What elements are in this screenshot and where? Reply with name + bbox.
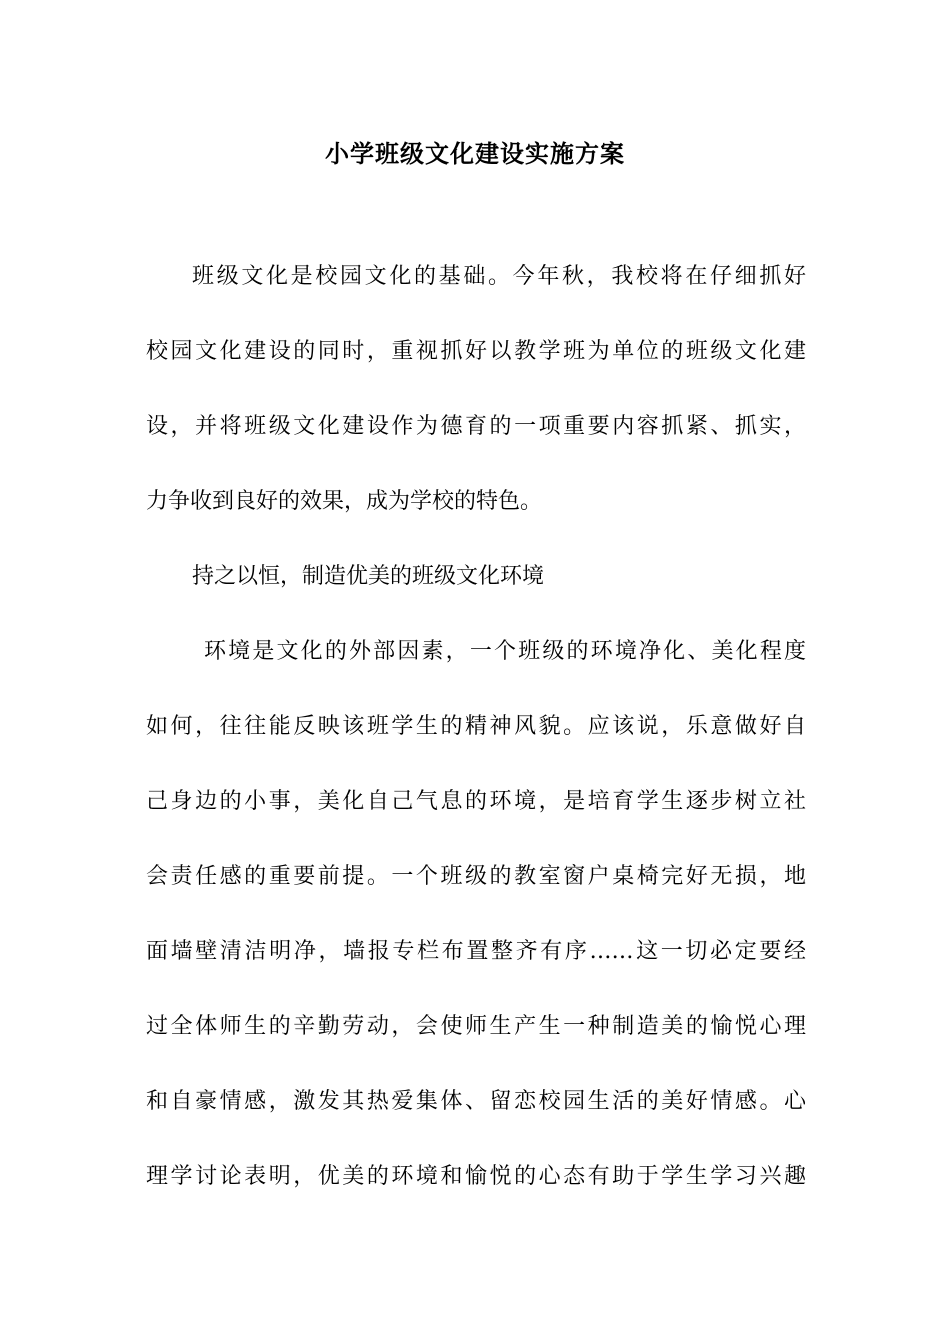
paragraph-line: 班级文化是校园文化的基础。今年秋，我校将在仔细抓好 xyxy=(192,264,806,289)
paragraph-line: 过全体师生的辛勤劳动，会使师生产生一种制造美的愉悦心理 xyxy=(146,1014,806,1039)
paragraph-line: 如何，往往能反映该班学生的精神风貌。应该说，乐意做好自 xyxy=(146,714,806,739)
paragraph-line: 会责任感的重要前提。一个班级的教室窗户桌椅完好无损，地 xyxy=(146,864,806,889)
paragraph-line: 环境是文化的外部因素，一个班级的环境净化、美化程度 xyxy=(204,639,806,664)
paragraph-line: 校园文化建设的同时，重视抓好以教学班为单位的班级文化建 xyxy=(146,339,806,364)
document-title: 小学班级文化建设实施方案 xyxy=(325,139,625,168)
paragraph-line: 己身边的小事，美化自己气息的环境，是培育学生逐步树立社 xyxy=(146,789,806,814)
paragraph-line: 力争收到良好的效果，成为学校的特色。 xyxy=(146,489,543,514)
paragraph-line: 和自豪情感，激发其热爱集体、留恋校园生活的美好情感。心 xyxy=(146,1089,806,1114)
paragraph-line: 设，并将班级文化建设作为德育的一项重要内容抓紧、抓实， xyxy=(146,414,806,439)
paragraph-line: 面墙壁清洁明净，墙报专栏布置整齐有序……这一切必定要经 xyxy=(146,939,806,964)
paragraph-line: 理学讨论表明，优美的环境和愉悦的心态有助于学生学习兴趣 xyxy=(146,1164,806,1189)
section-heading: 持之以恒，制造优美的班级文化环境 xyxy=(192,564,545,589)
